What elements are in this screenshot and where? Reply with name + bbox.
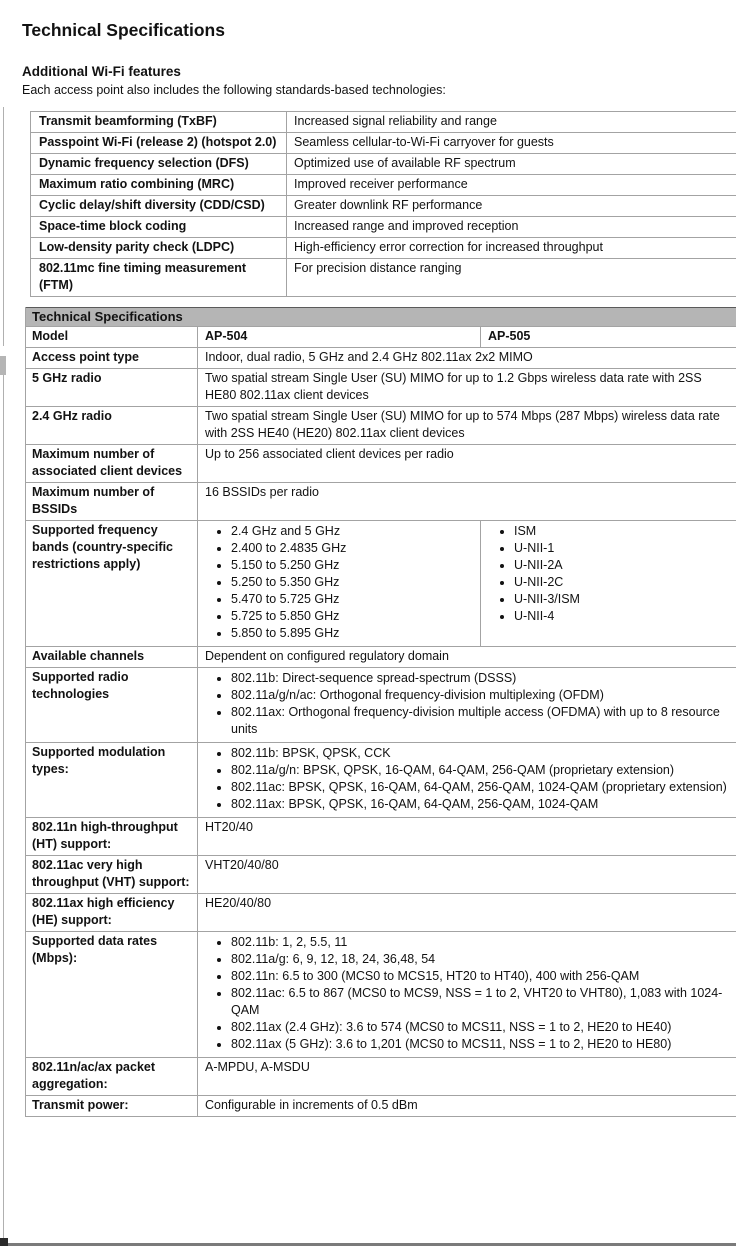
spec-row: [26, 818, 736, 856]
feature-benefit: Increased range and improved reception: [294, 219, 519, 233]
spec-row: [26, 894, 736, 932]
list-item: • 5.150 to 5.250 GHz: [231, 557, 473, 574]
feature-name: Cyclic delay/shift diversity (CDD/CSD): [31, 196, 287, 216]
spec-value: Two spatial stream Single User (SU) MIMO for up to 574 Mbps (287 Mbps) wireless data rate with 2SS HE40 (HE20) 802.11ax client devices: [205, 409, 720, 440]
list-item: • 802.11a/g/n/ac: Orthogonal frequency-division multiplexing (OFDM): [231, 687, 729, 704]
spec-label: Maximum number of associated client devices: [26, 445, 198, 482]
feature-benefit: Increased signal reliability and range: [294, 114, 497, 128]
table-row: [31, 133, 736, 154]
technical-specifications-table: [25, 307, 736, 1117]
spec-row-data-rates: [26, 932, 736, 1058]
feature-name: Space-time block coding: [31, 217, 287, 237]
model-values: [198, 327, 736, 347]
list-item: • 5.470 to 5.725 GHz: [231, 591, 473, 608]
spec-label: 5 GHz radio: [26, 369, 198, 406]
list-item: • 802.11ax: Orthogonal frequency-division multiple access (OFDMA) with up to 8 resource units: [231, 704, 729, 738]
list-item: • ISM: [514, 523, 729, 540]
model-row: [26, 327, 736, 348]
list-item: • 802.11b: Direct-sequence spread-spectrum (DSSS): [231, 670, 729, 687]
list-item: • 802.11b: 1, 2, 5.5, 11: [231, 934, 729, 951]
left-edge-artifact: [3, 107, 4, 346]
spec-row: [26, 647, 736, 668]
spec-value: VHT20/40/80: [205, 858, 279, 872]
table-row: [31, 196, 736, 217]
spec-value: Two spatial stream Single User (SU) MIMO for up to 1.2 Gbps wireless data rate with 2SS HE80 802.11ax client devices: [205, 371, 702, 402]
feature-name: Maximum ratio combining (MRC): [31, 175, 287, 195]
spec-value: 16 BSSIDs per radio: [205, 485, 319, 499]
spec-value: [198, 932, 736, 1057]
spec-label: Supported data rates (Mbps):: [26, 932, 198, 1057]
spec-label: 802.11ac very high throughput (VHT) support:: [26, 856, 198, 893]
spec-row: [26, 445, 736, 483]
spec-label: Model: [26, 327, 198, 347]
list-item: • 802.11ax (2.4 GHz): 3.6 to 574 (MCS0 to MCS11, NSS = 1 to 2, HE20 to HE40): [231, 1019, 729, 1036]
model-ap504: AP-504: [198, 327, 481, 347]
spec-row: [26, 856, 736, 894]
list-item: • U-NII-2A: [514, 557, 729, 574]
spec-row-radio-technologies: [26, 668, 736, 743]
model-ap505: AP-505: [488, 329, 531, 343]
list-item: • 802.11b: BPSK, QPSK, CCK: [231, 745, 729, 762]
spec-label: 802.11n high-throughput (HT) support:: [26, 818, 198, 855]
table-row: [31, 238, 736, 259]
page-title: Technical Specifications: [22, 20, 225, 40]
list-item: • 5.250 to 5.350 GHz: [231, 574, 473, 591]
list-item: • U-NII-1: [514, 540, 729, 557]
list-item: • U-NII-4: [514, 608, 729, 625]
left-edge-gray-artifact: [0, 356, 6, 375]
spec-label: Available channels: [26, 647, 198, 667]
feature-name: 802.11mc fine timing measurement (FTM): [31, 259, 287, 296]
spec-label: Access point type: [26, 348, 198, 368]
left-edge-artifact: [3, 357, 4, 1246]
spec-value: [198, 521, 736, 646]
feature-name: Dynamic frequency selection (DFS): [31, 154, 287, 174]
feature-benefit: High-efficiency error correction for increased throughput: [294, 240, 603, 254]
list-item: • 5.725 to 5.850 GHz: [231, 608, 473, 625]
spec-label: Transmit power:: [26, 1096, 198, 1116]
table-row: [31, 154, 736, 175]
spec-value: A-MPDU, A-MSDU: [205, 1060, 310, 1074]
spec-table-header: Technical Specifications: [26, 307, 736, 327]
spec-row: [26, 1058, 736, 1096]
list-item: • U-NII-3/ISM: [514, 591, 729, 608]
spec-row-modulation-types: [26, 743, 736, 818]
feature-name: Passpoint Wi-Fi (release 2) (hotspot 2.0): [31, 133, 287, 153]
spec-value: Indoor, dual radio, 5 GHz and 2.4 GHz 802.11ax 2x2 MIMO: [205, 350, 533, 364]
spec-label: 2.4 GHz radio: [26, 407, 198, 444]
spec-label: Supported modulation types:: [26, 743, 198, 817]
spec-label: 802.11n/ac/ax packet aggregation:: [26, 1058, 198, 1095]
spec-row: [26, 483, 736, 521]
spec-value: HE20/40/80: [205, 896, 272, 910]
section-heading: Additional Wi-Fi features: [22, 64, 181, 79]
intro-text: Each access point also includes the following standards-based technologies:: [22, 83, 446, 97]
spec-value: [198, 668, 736, 742]
feature-benefit: Improved receiver performance: [294, 177, 468, 191]
feature-name: Transmit beamforming (TxBF): [31, 112, 287, 132]
list-item: • 2.4 GHz and 5 GHz: [231, 523, 473, 540]
spec-label: 802.11ax high efficiency (HE) support:: [26, 894, 198, 931]
spec-row: [26, 369, 736, 407]
feature-benefit: Optimized use of available RF spectrum: [294, 156, 516, 170]
list-item: • 802.11ac: 6.5 to 867 (MCS0 to MCS9, NSS = 1 to 2, VHT20 to VHT80), 1,083 with 1024-QAM: [231, 985, 729, 1019]
feature-benefit: For precision distance ranging: [294, 261, 462, 275]
spec-label: Supported frequency bands (country-specific restrictions apply): [26, 521, 198, 646]
spec-row: [26, 407, 736, 445]
spec-value: Configurable in increments of 0.5 dBm: [205, 1098, 418, 1112]
frequency-bands-list: [198, 521, 481, 646]
table-row: [31, 217, 736, 238]
feature-benefit: Greater downlink RF performance: [294, 198, 483, 212]
spec-row: [26, 348, 736, 369]
spec-label: Maximum number of BSSIDs: [26, 483, 198, 520]
list-item: • 2.400 to 2.4835 GHz: [231, 540, 473, 557]
feature-name: Low-density parity check (LDPC): [31, 238, 287, 258]
table-row: [31, 259, 736, 296]
wifi-features-table: [30, 111, 736, 297]
spec-row-frequency-bands: [26, 521, 736, 647]
table-row: [31, 175, 736, 196]
feature-benefit: Seamless cellular-to-Wi-Fi carryover for guests: [294, 135, 554, 149]
spec-row: [26, 1096, 736, 1116]
list-item: • 802.11a/g: 6, 9, 12, 18, 24, 36,48, 54: [231, 951, 729, 968]
list-item: • 802.11a/g/n: BPSK, QPSK, 16-QAM, 64-QAM, 256-QAM (proprietary extension): [231, 762, 729, 779]
list-item: • 802.11ax: BPSK, QPSK, 16-QAM, 64-QAM, 256-QAM, 1024-QAM: [231, 796, 729, 813]
spec-label: Supported radio technologies: [26, 668, 198, 742]
spec-value: [198, 743, 736, 817]
regulatory-bands-list: [481, 521, 736, 646]
list-item: • 802.11ac: BPSK, QPSK, 16-QAM, 64-QAM, 256-QAM, 1024-QAM (proprietary extension): [231, 779, 729, 796]
spec-value: Dependent on configured regulatory domain: [205, 649, 449, 663]
list-item: • 802.11n: 6.5 to 300 (MCS0 to MCS15, HT20 to HT40), 400 with 256-QAM: [231, 968, 729, 985]
list-item: • U-NII-2C: [514, 574, 729, 591]
bottom-corner-artifact: [0, 1238, 8, 1246]
table-row: [31, 112, 736, 133]
spec-value: Up to 256 associated client devices per radio: [205, 447, 454, 461]
list-item: • 802.11ax (5 GHz): 3.6 to 1,201 (MCS0 to MCS11, NSS = 1 to 2, HE20 to HE80): [231, 1036, 729, 1053]
list-item: • 5.850 to 5.895 GHz: [231, 625, 473, 642]
spec-value: HT20/40: [205, 820, 253, 834]
